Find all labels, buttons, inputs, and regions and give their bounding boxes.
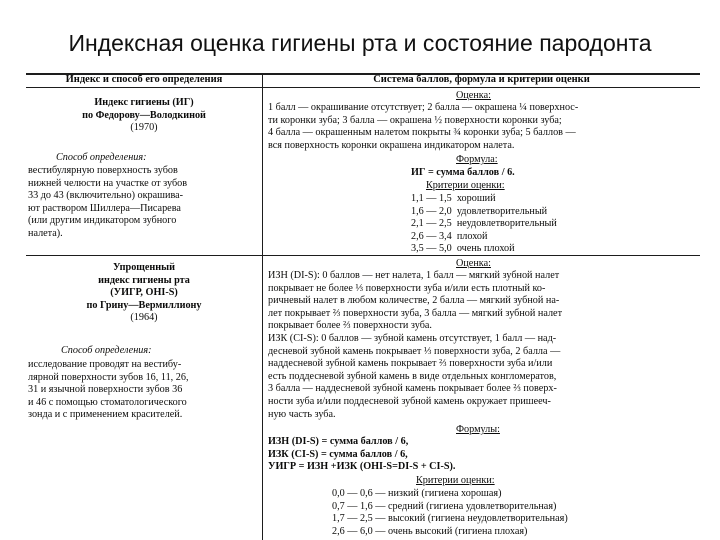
s1-method-title: Способ определения: <box>56 152 147 163</box>
s2-score-title: Оценка: <box>456 258 491 269</box>
section-divider <box>26 255 700 256</box>
s2-index-name: Упрощенный индекс гигиены рта (УИГР, OHI-S) по Грину—Вермиллиону (1964) <box>86 262 202 324</box>
header-right: Система баллов, формула и критерии оценки <box>373 74 590 85</box>
header-left: Индекс и способ его определения <box>65 74 223 85</box>
s1-index-name: Индекс гигиены (ИГ) по Федорову—Володкиной (1970) <box>82 97 206 134</box>
s2-method-text: исследование проводят на вестибу- лярной поверхности зубов 16, 11, 26, 31 и язычной поверхности зубов 36 и 46 с помощью стоматологического зонда и с применением красителей. <box>28 359 189 421</box>
s2-score-text: ИЗН (DI-S): 0 баллов — нет налета, 1 балл — мягкий зубной налет покрывает не более ⅓ поверхности зуба и/или есть плотный ко- ричневый налет в любом количестве, 2 балла — мягкий зубной на- лет покрывает ⅔ поверхности зуба, 3 балла — мягкий зубной налет покрывает более ⅔ поверхности зуба. ИЗК (CI-S): 0 баллов — зубной камень отсутствует, 1 балл — над- десневой зубной камень покрывает ⅓ поверхности зуба, 2 балла — наддесневой зубной камень покрывает ⅔ поверхности зуба и/или есть поддесневой зубной камень в виде отдельных конгломератов, 3 балла — наддесневой зубной камень покрывает более ⅔ поверх- ности зуба и/или поддесневой зубной камень окружает пришееч- ную часть зуба. <box>268 270 563 420</box>
scanned-table <box>26 70 700 540</box>
s1-score-title: Оценка: <box>456 90 491 101</box>
column-divider <box>262 73 263 540</box>
s2-criteria-title: Критерии оценки: <box>416 475 495 486</box>
s1-criteria-title: Критерии оценки: <box>426 180 505 191</box>
s1-method-text: вестибулярную поверхность зубов нижней челюсти на участке от зубов 33 до 43 (включительно) окрашива- ют раствором Шиллера—Писарева (или другим индикатором зубного налета). <box>28 165 188 239</box>
s1-formula: ИГ = сумма баллов / 6. <box>411 167 515 178</box>
s2-formula-title: Формулы: <box>456 424 500 435</box>
s2-criteria-list: 0,0 — 0,6 — низкий (гигиена хорошая) 0,7 — 1,6 — средний (гигиена удовлетворительная) 1,7 — 2,5 — высокий (гигиена неудовлетворительная) 2,6 — 6,0 — очень высокий (гигиена плохая) <box>332 488 568 537</box>
header-rule <box>26 87 700 88</box>
s1-criteria-list: 1,1 — 1,5 хороший 1,6 — 2,0 удовлетворительный 2,1 — 2,5 неудовлетворительный 2,6 — 3,4 плохой 3,5 — 5,0 очень плохой <box>411 193 557 255</box>
slide-title: Индексная оценка гигиены рта и состояние пародонта <box>68 30 652 56</box>
s1-score-text: 1 балл — окрашивание отсутствует; 2 балла — окрашена ¼ поверхнос- ти коронки зуба; 3 балла — окрашена ½ поверхности коронки зуба; 4 балла — окрашенным налетом покрыты ¾ коронки зуба; 5 баллов — вся поверхность коронки окрашена индикатором налета. <box>268 102 579 151</box>
s2-method-title: Способ определения: <box>61 345 152 356</box>
s1-formula-title: Формула: <box>456 154 498 165</box>
s2-formulas: ИЗН (DI-S) = сумма баллов / 6, ИЗК (CI-S) = сумма баллов / 6, УИГР = ИЗН +ИЗК (OHI-S=DI-S + CI-S). <box>268 436 456 473</box>
